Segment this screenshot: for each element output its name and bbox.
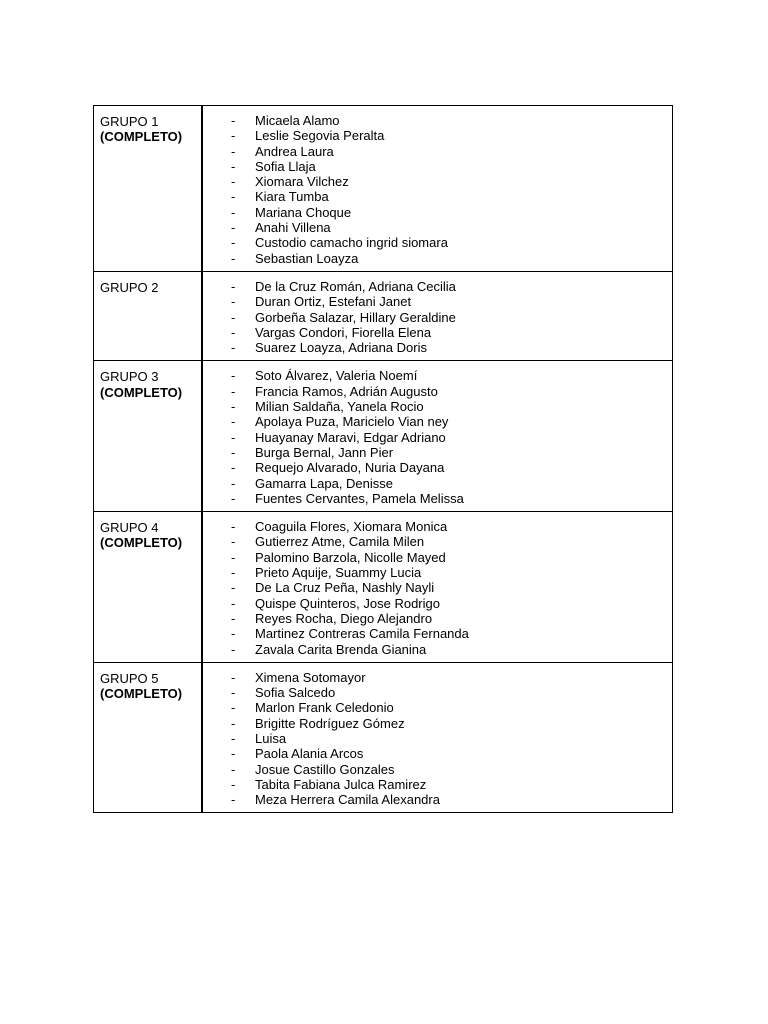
list-item bbox=[203, 128, 672, 143]
group-row bbox=[94, 271, 673, 360]
group-title: GRUPO 1 bbox=[100, 114, 159, 129]
dash-bullet: - bbox=[231, 792, 236, 808]
list-item bbox=[203, 670, 672, 685]
list-item bbox=[203, 491, 672, 506]
member-name: Huayanay Maravi, Edgar Adriano bbox=[255, 429, 446, 445]
list-item bbox=[203, 762, 672, 777]
member-name: Reyes Rocha, Diego Alejandro bbox=[255, 610, 433, 626]
member-name: Gamarra Lapa, Denisse bbox=[255, 475, 394, 491]
list-item bbox=[203, 310, 672, 325]
list-item bbox=[203, 626, 672, 641]
dash-bullet: - bbox=[231, 669, 236, 685]
dash-bullet: - bbox=[231, 429, 236, 445]
list-item bbox=[203, 159, 672, 174]
member-name: Zavala Carita Brenda Gianina bbox=[255, 641, 427, 657]
group-title: GRUPO 2 bbox=[100, 279, 159, 295]
member-name: Mariana Choque bbox=[255, 204, 352, 220]
member-name: Sebastian Loayza bbox=[255, 250, 359, 266]
member-name: Soto Álvarez, Valeria Noemí bbox=[255, 368, 418, 384]
group-members-cell bbox=[202, 271, 673, 360]
member-name: Suarez Loayza, Adriana Doris bbox=[255, 340, 427, 356]
member-name: Anahi Villena bbox=[255, 220, 331, 236]
dash-bullet: - bbox=[231, 113, 236, 128]
group-row bbox=[94, 662, 673, 813]
dash-bullet: - bbox=[231, 250, 236, 266]
group-status-label: (COMPLETO) bbox=[100, 384, 183, 400]
member-name: Coaguila Flores, Xiomara Monica bbox=[255, 519, 448, 535]
member-name: Gutierrez Atme, Camila Milen bbox=[255, 534, 425, 550]
member-name: Prieto Aquije, Suammy Lucia bbox=[255, 565, 422, 581]
dash-bullet: - bbox=[231, 460, 236, 476]
list-item bbox=[203, 460, 672, 475]
group-label-wrapper bbox=[94, 106, 201, 145]
dash-bullet: - bbox=[231, 580, 236, 596]
dash-bullet: - bbox=[231, 383, 236, 399]
member-name: Paola Alania Arcos bbox=[255, 746, 364, 762]
dash-bullet: - bbox=[231, 610, 236, 626]
list-item bbox=[203, 368, 672, 383]
list-item bbox=[203, 384, 672, 399]
dash-bullet: - bbox=[231, 220, 236, 236]
member-name: Sofia Salcedo bbox=[255, 685, 336, 701]
dash-bullet: - bbox=[231, 278, 236, 294]
dash-bullet: - bbox=[231, 235, 236, 251]
list-item bbox=[203, 642, 672, 657]
group-label-cell bbox=[94, 271, 203, 360]
member-name: Duran Ortiz, Estefani Janet bbox=[255, 294, 412, 310]
dash-bullet: - bbox=[231, 128, 236, 144]
list-item bbox=[203, 611, 672, 626]
dash-bullet: - bbox=[231, 444, 236, 460]
dash-bullet: - bbox=[231, 685, 236, 701]
dash-bullet: - bbox=[231, 565, 236, 581]
member-name: Fuentes Cervantes, Pamela Melissa bbox=[255, 490, 464, 506]
member-name: Ximena Sotomayor bbox=[255, 669, 366, 685]
list-item bbox=[203, 700, 672, 715]
group-label-wrapper bbox=[94, 663, 201, 702]
dash-bullet: - bbox=[231, 204, 236, 220]
member-name: Apolaya Puza, Maricielo Vian ney bbox=[255, 414, 449, 430]
member-name: Brigitte Rodríguez Gómez bbox=[255, 715, 405, 731]
member-name: De La Cruz Peña, Nashly Nayli bbox=[255, 580, 435, 596]
list-item bbox=[203, 235, 672, 250]
group-label-wrapper bbox=[94, 512, 201, 551]
list-item bbox=[203, 189, 672, 204]
group-row bbox=[94, 512, 673, 663]
member-name: Quispe Quinteros, Jose Rodrigo bbox=[255, 595, 440, 611]
dash-bullet: - bbox=[231, 761, 236, 777]
member-name: Sofia Llaja bbox=[255, 158, 316, 174]
list-item bbox=[203, 777, 672, 792]
member-list bbox=[203, 670, 672, 808]
member-name: Custodio camacho ingrid siomara bbox=[255, 235, 448, 251]
dash-bullet: - bbox=[231, 158, 236, 174]
list-item bbox=[203, 792, 672, 807]
list-item bbox=[203, 340, 672, 355]
dash-bullet: - bbox=[231, 776, 236, 792]
dash-bullet: - bbox=[231, 746, 236, 762]
member-name: Burga Bernal, Jann Pier bbox=[255, 444, 394, 460]
dash-bullet: - bbox=[231, 490, 236, 506]
dash-bullet: - bbox=[231, 340, 236, 356]
groups-table bbox=[93, 105, 673, 813]
list-item bbox=[203, 430, 672, 445]
member-name: De la Cruz Román, Adriana Cecilia bbox=[255, 278, 456, 294]
member-name: Vargas Condori, Fiorella Elena bbox=[255, 324, 432, 340]
group-label-cell bbox=[94, 512, 203, 663]
group-members-wrapper bbox=[203, 361, 672, 511]
list-item bbox=[203, 445, 672, 460]
group-members-cell bbox=[202, 662, 673, 813]
member-name: Gorbeña Salazar, Hillary Geraldine bbox=[255, 309, 456, 325]
group-title: GRUPO 4 bbox=[100, 520, 159, 536]
group-label-wrapper bbox=[94, 361, 201, 400]
member-name: Martinez Contreras Camila Fernanda bbox=[255, 626, 469, 642]
dash-bullet: - bbox=[231, 534, 236, 550]
groups-table-body bbox=[94, 106, 673, 813]
group-row bbox=[94, 361, 673, 512]
dash-bullet: - bbox=[231, 294, 236, 310]
group-members-wrapper bbox=[203, 272, 672, 360]
dash-bullet: - bbox=[231, 475, 236, 491]
list-item bbox=[203, 534, 672, 549]
list-item bbox=[203, 550, 672, 565]
dash-bullet: - bbox=[231, 519, 236, 535]
list-item bbox=[203, 174, 672, 189]
list-item bbox=[203, 685, 672, 700]
list-item bbox=[203, 251, 672, 266]
group-label-cell bbox=[94, 361, 203, 512]
group-members-cell bbox=[202, 106, 673, 272]
group-members-cell bbox=[202, 361, 673, 512]
list-item bbox=[203, 144, 672, 159]
group-status-label: (COMPLETO) bbox=[100, 686, 183, 702]
group-status-label: (COMPLETO) bbox=[100, 535, 183, 551]
member-name: Requejo Alvarado, Nuria Dayana bbox=[255, 460, 445, 476]
list-item bbox=[203, 113, 672, 128]
dash-bullet: - bbox=[231, 414, 236, 430]
group-title: GRUPO 3 bbox=[100, 369, 159, 385]
list-item bbox=[203, 325, 672, 340]
list-item bbox=[203, 476, 672, 491]
member-name: Micaela Alamo bbox=[255, 113, 340, 128]
member-name: Marlon Frank Celedonio bbox=[255, 700, 394, 716]
group-members-wrapper bbox=[203, 663, 672, 813]
dash-bullet: - bbox=[231, 174, 236, 190]
list-item bbox=[203, 565, 672, 580]
dash-bullet: - bbox=[231, 399, 236, 415]
member-name: Xiomara Vilchez bbox=[255, 174, 349, 190]
group-members-wrapper bbox=[203, 106, 672, 271]
list-item bbox=[203, 399, 672, 414]
member-name: Leslie Segovia Peralta bbox=[255, 128, 385, 144]
group-label-cell bbox=[94, 662, 203, 813]
list-item bbox=[203, 580, 672, 595]
member-name: Luisa bbox=[255, 730, 287, 746]
list-item bbox=[203, 294, 672, 309]
group-status-label: (COMPLETO) bbox=[100, 129, 183, 145]
dash-bullet: - bbox=[231, 189, 236, 205]
dash-bullet: - bbox=[231, 641, 236, 657]
dash-bullet: - bbox=[231, 309, 236, 325]
list-item bbox=[203, 746, 672, 761]
dash-bullet: - bbox=[231, 143, 236, 159]
list-item bbox=[203, 596, 672, 611]
member-name: Francia Ramos, Adrián Augusto bbox=[255, 383, 438, 399]
dash-bullet: - bbox=[231, 368, 236, 384]
member-name: Milian Saldaña, Yanela Rocio bbox=[255, 399, 424, 415]
group-members-wrapper bbox=[203, 512, 672, 662]
list-item bbox=[203, 414, 672, 429]
group-members-cell bbox=[202, 512, 673, 663]
group-title: GRUPO 5 bbox=[100, 670, 159, 686]
dash-bullet: - bbox=[231, 595, 236, 611]
dash-bullet: - bbox=[231, 730, 236, 746]
dash-bullet: - bbox=[231, 715, 236, 731]
member-list bbox=[203, 113, 672, 266]
group-label-cell bbox=[94, 106, 203, 272]
member-name: Meza Herrera Camila Alexandra bbox=[255, 792, 440, 808]
list-item bbox=[203, 205, 672, 220]
member-list bbox=[203, 368, 672, 506]
list-item bbox=[203, 220, 672, 235]
member-name: Kiara Tumba bbox=[255, 189, 329, 205]
list-item bbox=[203, 279, 672, 294]
member-name: Josue Castillo Gonzales bbox=[255, 761, 395, 777]
dash-bullet: - bbox=[231, 549, 236, 565]
list-item bbox=[203, 716, 672, 731]
dash-bullet: - bbox=[231, 700, 236, 716]
member-list bbox=[203, 279, 672, 355]
group-row bbox=[94, 106, 673, 272]
list-item bbox=[203, 731, 672, 746]
list-item bbox=[203, 519, 672, 534]
member-name: Andrea Laura bbox=[255, 143, 334, 159]
group-label-wrapper bbox=[94, 272, 201, 295]
member-list bbox=[203, 519, 672, 657]
member-name: Palomino Barzola, Nicolle Mayed bbox=[255, 549, 446, 565]
member-name: Tabita Fabiana Julca Ramirez bbox=[255, 776, 427, 792]
dash-bullet: - bbox=[231, 324, 236, 340]
dash-bullet: - bbox=[231, 626, 236, 642]
